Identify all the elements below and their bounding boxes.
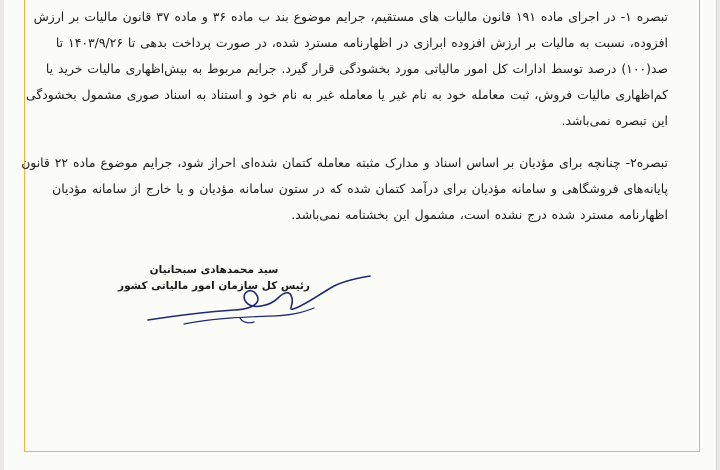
note-1-paragraph xyxy=(26,4,668,134)
signatory-title: رئیس کل سازمان امور مالیاتی کشور xyxy=(118,280,310,292)
note-2-paragraph xyxy=(21,150,668,228)
signatory-name: سید محمدهادی سبحانیان xyxy=(149,264,279,276)
document-page xyxy=(4,0,717,470)
note-1-line: افزوده، نسبت به مالیات بر ارزش افزوده ابرازی در اظهارنامه مسترد شده، در صورت پرداخت بدهی تا ۱۴۰۳/۹/۲۶ تا xyxy=(55,35,668,50)
note-1-line: این تبصره نمی‌باشد. xyxy=(561,113,668,128)
handwritten-signature xyxy=(144,272,374,342)
note-2-line: اظهارنامه مسترد شده درج نشده است، مشمول این بخشنامه نمی‌باشد. xyxy=(291,207,668,222)
note-1-line: صد(۱۰۰) درصد توسط ادارات کل امور مالیاتی مورد بخشودگی قرار گیرد. جرایم مربوط به بیش‌اظهاری مالیات خرید یا xyxy=(45,61,668,76)
note-2-line: پایانه‌های فروشگاهی و سامانه مؤدیان برای درآمد کتمان شده که در ستون سامانه مؤدیان و یا خارج از سامانه مؤدیان xyxy=(52,181,668,196)
note-1-line: کم‌اظهاری مالیات فروش، ثبت معامله خود به نام غیر یا معامله غیر به نام خود و استناد به اسناد صوری مشمول بخشودگی xyxy=(26,87,668,102)
page-bottom-margin xyxy=(4,452,716,470)
note-1-line: تبصره ۱- در اجرای ماده ۱۹۱ قانون مالیات های مستقیم، جرایم موضوع بند ب ماده ۳۶ و ماده ۳۷ قانون مالیات بر ارزش xyxy=(33,9,668,24)
note-2-line: تبصره۲- چنانچه برای مؤدیان بر اساس اسناد و مدارک مثبته معامله کتمان شده‌ای احراز شود، جرایم موضوع ماده ۲۲ قانون xyxy=(21,155,668,170)
